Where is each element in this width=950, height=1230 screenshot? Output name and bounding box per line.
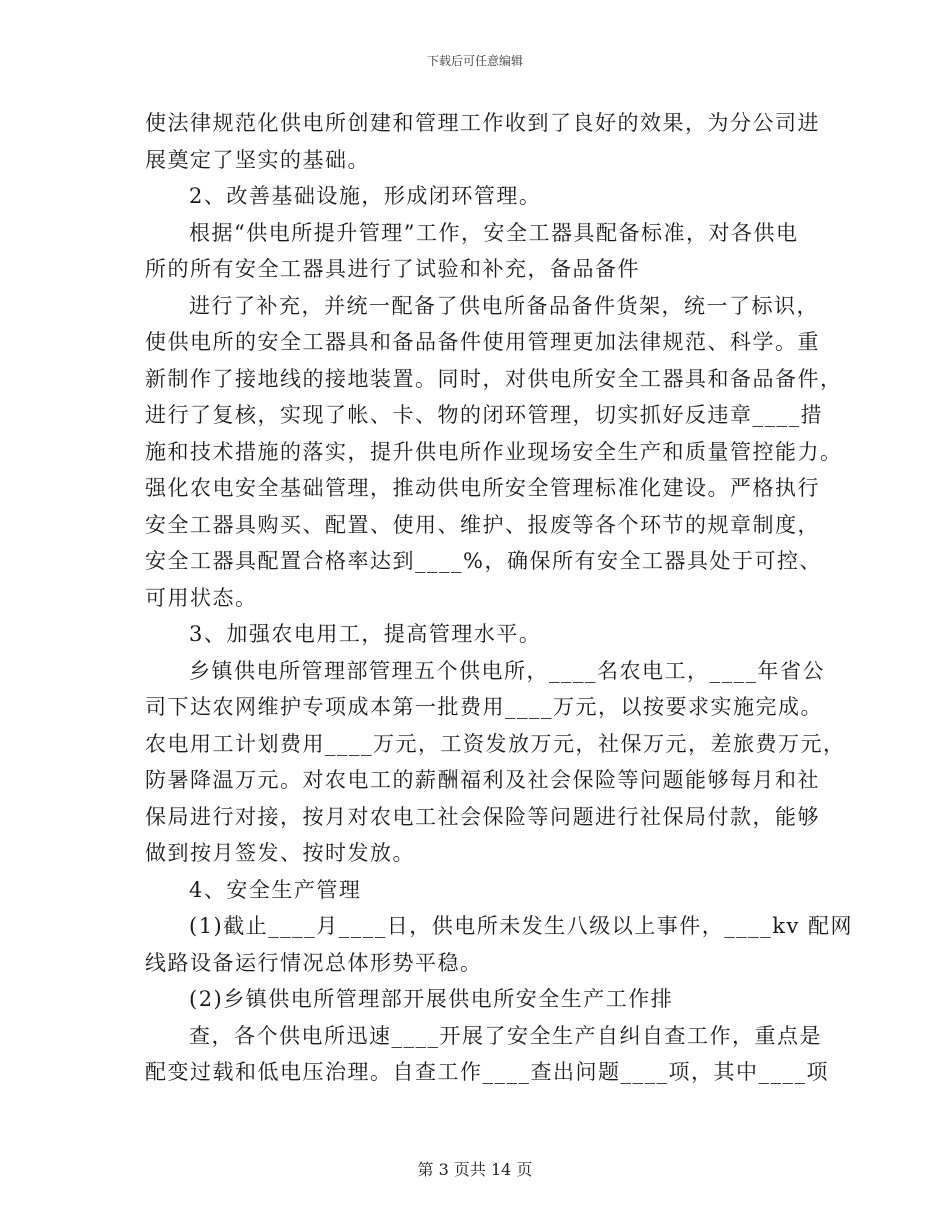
section-heading: 4、安全生产管理 [189,877,362,902]
text-line: 保局进行对接，按月对农电工社会保险等问题进行社保局付款，能够 [145,804,820,829]
section-heading: 3、加强农电用工，提高管理水平。 [189,622,542,646]
text-line: 使供电所的安全工器具和备品备件使用管理更加法律规范、科学。重 [145,330,820,354]
text-line: 线路设备运行情况总体形势平稳。 [145,950,483,975]
document-body [145,105,854,1091]
text-line: 查，各个供电所迅速____开展了安全生产自纠自查工作，重点是 [189,1023,822,1048]
text-line: 配变过载和低电压治理。自查工作____查出问题____项，其中____项 [145,1060,829,1084]
text-line: (2)乡镇供电所管理部开展供电所安全生产工作排 [189,987,674,1011]
text-line: 可用状态。 [145,585,258,610]
text-line: 进行了复核，实现了帐、卡、物的闭环管理，切实抓好反违章____措 [145,403,823,427]
section-heading: 2、改善基础设施，形成闭环管理。 [189,184,542,208]
text-line: 农电用工计划费用____万元，工资发放万元，社保万元，差旅费万元， [145,731,846,756]
text-line: 做到按月签发、按时发放。 [145,841,415,865]
text-line: 强化农电安全基础管理，推动供电所安全管理标准化建设。严格执行 [145,476,820,500]
text-line: (1)截止____月____日，供电所未发生八级以上事件，____kv 配网 [189,914,854,938]
text-line: 安全工器具配置合格率达到____%，确保所有安全工器具处于可控、 [145,549,822,573]
text-line: 所的所有安全工器具进行了试验和补充，备品备件 [145,257,640,281]
text-line: 根据“供电所提升管理”工作，安全工器具配备标准，对各供电 [189,220,799,245]
text-line: 施和技术措施的落实，提升供电所作业现场安全生产和质量管控能力。 [145,439,843,464]
page-header: 下载后可任意编辑 [426,54,523,68]
text-line: 安全工器具购买、配置、使用、维护、报废等各个环节的规章制度， [145,512,820,537]
text-line: 新制作了接地线的接地装置。同时，对供电所安全工器具和备品备件， [145,366,843,391]
text-line: 乡镇供电所管理部管理五个供电所，____名农电工，____年省公 [189,658,825,683]
text-line: 展奠定了坚实的基础。 [145,147,370,172]
text-line: 进行了补充，并统一配备了供电所备品备件货架，统一了标识， [189,293,819,318]
page-footer: 第 3 页共 14 页 [417,1160,533,1179]
text-line: 防暑降温万元。对农电工的薪酬福利及社会保险等问题能够每月和社 [145,768,820,792]
text-line: 使法律规范化供电所创建和管理工作收到了良好的效果，为分公司进 [145,111,820,135]
text-line: 司下达农网维护专项成本第一批费用____万元，以按要求实施完成。 [145,695,823,719]
